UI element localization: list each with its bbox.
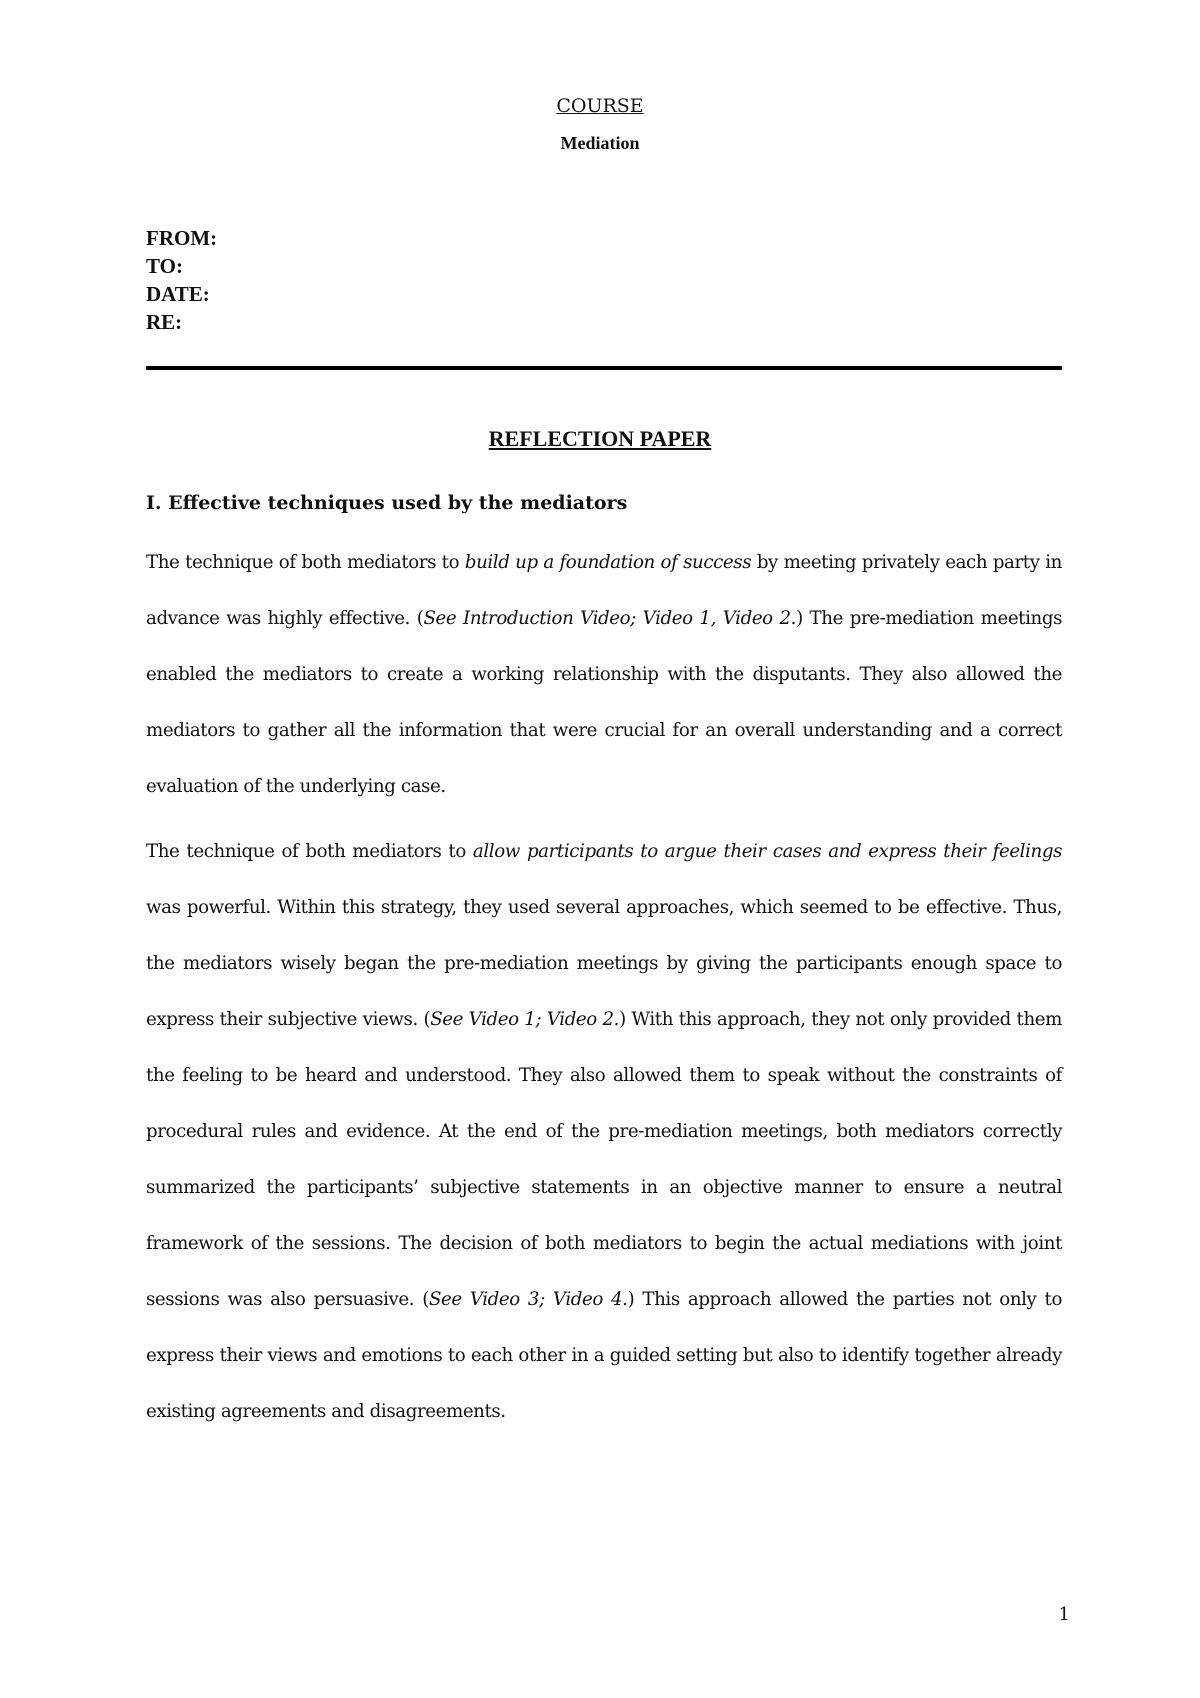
paragraph-1-text: The technique of both mediators to <box>146 552 465 573</box>
paper-title: REFLECTION PAPER <box>488 426 712 451</box>
paragraph-1 <box>146 535 1062 815</box>
paragraph-2-citation: See Video 1; Video 2. <box>430 1009 620 1030</box>
paragraph-1-text: ) The pre-mediation meetings enabled the mediators to create a working relationship with the disputants. They also allowed the mediators to gather all the information that were crucial for an overall understanding and a correct evaluation of the underlying case. <box>146 608 1063 797</box>
page-number: 1 <box>1058 1604 1070 1625</box>
paragraph-2-citation: See Video 3; Video 4. <box>428 1289 628 1310</box>
horizontal-rule <box>146 366 1062 370</box>
paragraph-2 <box>146 824 1062 1440</box>
section-heading: I. Effective techniques used by the mediators <box>146 492 628 514</box>
paragraph-2-text: ) This approach allowed the parties not only to express their views and emotions to each other in a guided setting but also to identify together already existing agreements and disagreements. <box>146 1289 1062 1422</box>
paragraph-1-citation: See Introduction Video; Video 1, Video 2. <box>423 608 797 629</box>
paragraph-1-text: by meeting privately each party in advance was highly effective. ( <box>146 552 1062 629</box>
paragraph-2-text: was powerful. Within this strategy, they used several approaches, which seemed to be effective. Thus, the mediators wisely began the pre-mediation meetings by giving the participants enough space to express their subjective views. ( <box>146 897 1062 1030</box>
paragraph-2-text: ) With this approach, they not only provided them the feeling to be heard and understood. They also allowed them to speak without the constraints of procedural rules and evidence. At the end of the pre-mediation meetings, both mediators correctly summarized the participants’ subjective statements in an objective manner to ensure a neutral framework of the sessions. The decision of both mediators to begin the actual mediations with joint sessions was also persuasive. ( <box>146 1009 1062 1310</box>
paragraph-2-emphasis: allow participants to argue their cases and express their feelings <box>472 841 1062 862</box>
memo-date-label: DATE: <box>146 282 210 306</box>
course-name: Mediation <box>560 133 640 153</box>
memo-header <box>146 224 217 336</box>
course-label: COURSE <box>556 95 644 117</box>
paragraph-2-text: The technique of both mediators to <box>146 841 473 862</box>
memo-from-label: FROM: <box>146 226 218 250</box>
memo-re-label: RE: <box>146 310 183 334</box>
memo-to-label: TO: <box>146 254 183 278</box>
paragraph-1-emphasis: build up a foundation of success <box>464 552 752 573</box>
